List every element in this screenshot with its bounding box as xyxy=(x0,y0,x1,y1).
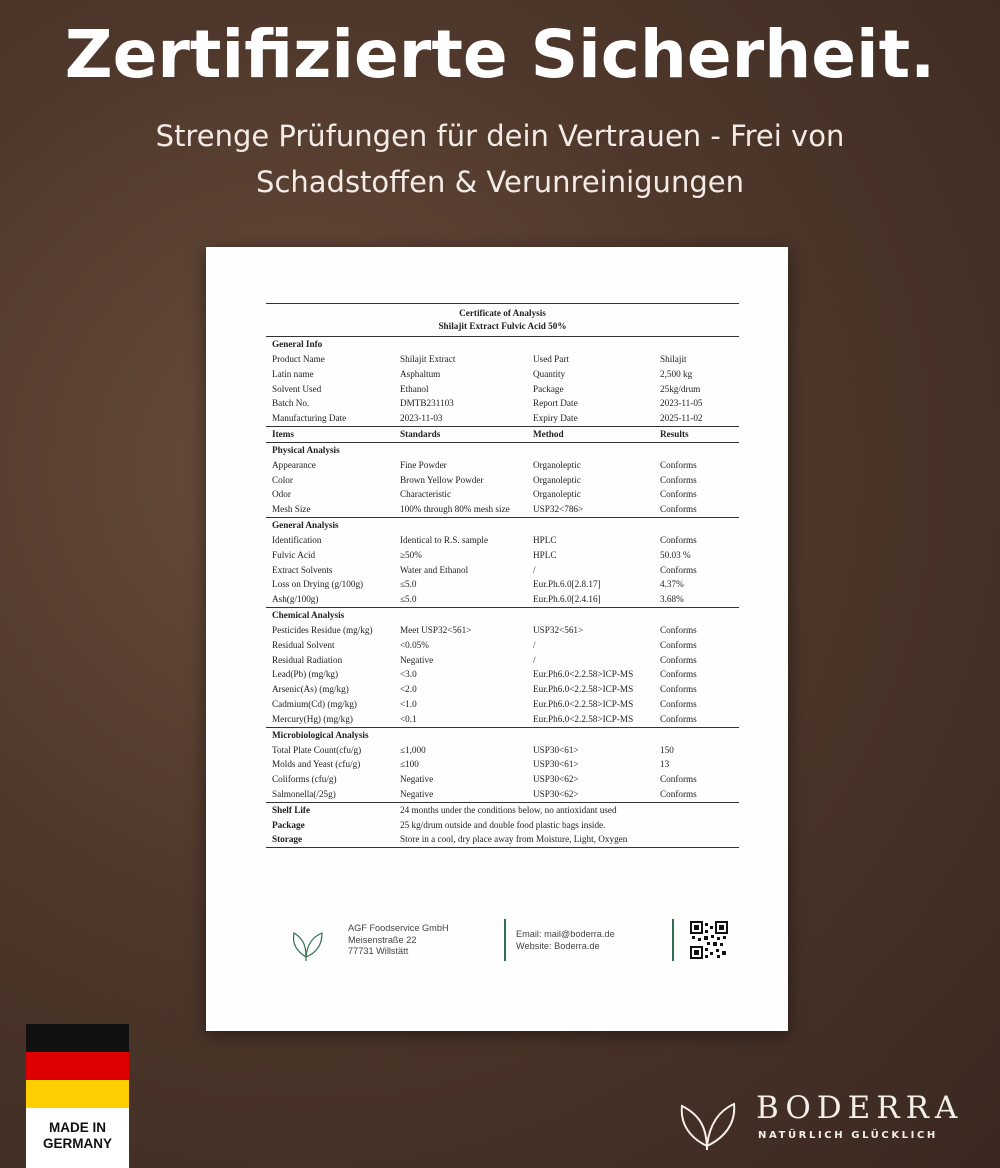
table-row xyxy=(266,577,739,592)
table-row xyxy=(266,682,739,697)
table-cell: Fine Powder xyxy=(400,459,447,470)
table-cell: Eur.Ph6.0<2.2.58>ICP-MS xyxy=(533,684,634,695)
leaf-logo-icon xyxy=(286,921,326,961)
table-cell: / xyxy=(533,654,536,665)
table-cell: 25kg/drum xyxy=(660,383,701,394)
table-cell: Negative xyxy=(400,774,434,785)
table-cell: USP30<62> xyxy=(533,788,579,799)
table-row xyxy=(266,787,739,802)
table-cell: Brown Yellow Powder xyxy=(400,474,484,485)
section-title: Microbiological Analysis xyxy=(272,729,369,740)
table-cell: Color xyxy=(272,474,293,485)
table-cell: / xyxy=(533,564,536,575)
table-row xyxy=(266,411,739,426)
table-cell: Conforms xyxy=(660,624,697,635)
contact-info xyxy=(516,929,615,952)
table-cell: Conforms xyxy=(660,489,697,500)
table-cell: Conforms xyxy=(660,639,697,650)
table-cell: USP30<61> xyxy=(533,744,579,755)
table-row xyxy=(266,697,739,712)
table-cell: Conforms xyxy=(660,474,697,485)
flag-stripe-gold xyxy=(26,1080,129,1108)
table-cell: Conforms xyxy=(660,788,697,799)
table-cell: Conforms xyxy=(660,459,697,470)
table-row xyxy=(266,548,739,563)
table-cell: Lead(Pb) (mg/kg) xyxy=(272,669,339,680)
headline: Zertifizierte Sicherheit. xyxy=(64,16,936,93)
section-title: Chemical Analysis xyxy=(272,609,345,620)
table-row xyxy=(266,623,739,638)
table-cell: Residual Solvent xyxy=(272,639,335,650)
analysis-section xyxy=(266,517,739,607)
table-cell: USP32<561> xyxy=(533,624,584,635)
section-title: General Analysis xyxy=(272,519,339,530)
badge-line-2: GERMANY xyxy=(42,1136,112,1151)
table-cell: 3.68% xyxy=(660,594,684,605)
table-row xyxy=(266,533,739,548)
table-cell: ≤5.0 xyxy=(400,579,417,590)
table-cell: USP30<61> xyxy=(533,759,579,770)
table-row xyxy=(266,352,739,367)
column-header: Results xyxy=(660,428,689,439)
table-cell: Eur.Ph6.0<2.2.58>ICP-MS xyxy=(533,669,634,680)
note-label: Package xyxy=(272,819,305,830)
column-header-row xyxy=(266,426,739,443)
flag-stripe-black xyxy=(26,1024,129,1052)
table-cell: 100% through 80% mesh size xyxy=(400,504,510,515)
table-row xyxy=(266,592,739,607)
table-cell: DMTB231103 xyxy=(400,398,454,409)
table-cell: Extract Solvents xyxy=(272,564,333,575)
table-cell: Characteristic xyxy=(400,489,452,500)
table-cell: Loss on Drying (g/100g) xyxy=(272,579,364,590)
table-cell: Conforms xyxy=(660,774,697,785)
table-cell: Organoleptic xyxy=(533,489,581,500)
company-name: AGF Foodservice GmbH xyxy=(348,923,449,933)
table-cell: Report Date xyxy=(533,398,578,409)
made-in-germany-text xyxy=(26,1108,129,1168)
table-row xyxy=(266,712,739,727)
table-cell: Manufacturing Date xyxy=(272,413,347,424)
note-value: Store in a cool, dry place away from Moisture, Light, Oxygen xyxy=(400,834,628,845)
brand-tagline: NATÜRLICH GLÜCKLICH xyxy=(758,1130,938,1141)
table-row xyxy=(266,502,739,517)
table-row xyxy=(266,667,739,682)
column-header: Items xyxy=(272,428,294,439)
table-cell: Organoleptic xyxy=(533,474,581,485)
table-cell: HPLC xyxy=(533,549,557,560)
divider xyxy=(672,919,674,961)
table-cell: Solvent Used xyxy=(272,383,322,394)
table-cell: <0.05% xyxy=(400,639,429,650)
table-cell: Eur.Ph.6.0[2.8.17] xyxy=(533,579,601,590)
brand-name: BODERRA xyxy=(756,1090,964,1126)
table-cell: Shilajit xyxy=(660,354,687,364)
brand-logo xyxy=(676,1088,986,1150)
table-cell: Conforms xyxy=(660,504,697,515)
table-cell: 2,500 kg xyxy=(660,368,693,379)
table-cell: Conforms xyxy=(660,534,697,545)
table-cell: Package xyxy=(533,383,564,394)
table-cell: Conforms xyxy=(660,564,697,575)
table-cell: Fulvic Acid xyxy=(272,549,316,560)
table-cell: Ethanol xyxy=(400,383,429,394)
table-cell: / xyxy=(533,639,536,650)
certificate-footer xyxy=(286,919,736,965)
table-row xyxy=(266,563,739,578)
table-row xyxy=(266,757,739,772)
company-address xyxy=(348,923,449,958)
contact-email: Email: mail@boderra.de xyxy=(516,929,615,939)
table-cell: Conforms xyxy=(660,654,697,665)
table-cell: Shilajit Extract xyxy=(400,354,456,364)
table-cell: <0.1 xyxy=(400,713,417,724)
table-cell: 13 xyxy=(660,759,670,770)
table-cell: Residual Radiation xyxy=(272,654,343,665)
section-title: Physical Analysis xyxy=(272,444,340,455)
certificate-title: Certificate of Analysis xyxy=(459,308,546,318)
table-cell: Identical to R.S. sample xyxy=(400,534,489,545)
table-cell: USP30<62> xyxy=(533,774,579,785)
flag-stripe-red xyxy=(26,1052,129,1080)
brand-leaf-icon xyxy=(676,1090,738,1150)
table-cell: Molds and Yeast (cfu/g) xyxy=(272,759,361,770)
note-value: 25 kg/drum outside and double food plastic bags inside. xyxy=(400,819,606,830)
table-cell: 2023-11-03 xyxy=(400,413,443,424)
table-cell: Eur.Ph6.0<2.2.58>ICP-MS xyxy=(533,698,634,709)
table-cell: Negative xyxy=(400,788,434,799)
table-cell: Arsenic(As) (mg/kg) xyxy=(272,684,349,695)
certificate-table xyxy=(266,303,739,848)
table-cell: Mesh Size xyxy=(272,504,311,515)
table-cell: Salmonella(/25g) xyxy=(272,788,336,799)
table-cell: Odor xyxy=(272,489,291,500)
table-cell: Organoleptic xyxy=(533,459,581,470)
table-cell: Asphaltum xyxy=(400,368,441,379)
table-cell: <3.0 xyxy=(400,669,417,680)
general-info-title: General Info xyxy=(272,339,323,349)
table-cell: Conforms xyxy=(660,698,697,709)
table-cell: USP32<786> xyxy=(533,504,584,515)
certificate-header xyxy=(266,303,739,337)
note-row xyxy=(266,803,739,818)
table-cell: <1.0 xyxy=(400,698,417,709)
table-cell: Identification xyxy=(272,534,322,545)
table-row xyxy=(266,772,739,787)
table-cell: Pesticides Residue (mg/kg) xyxy=(272,624,373,635)
note-row xyxy=(266,832,739,847)
table-cell: HPLC xyxy=(533,534,557,545)
analysis-section xyxy=(266,607,739,727)
table-cell: 4.37% xyxy=(660,579,684,590)
table-cell: Cadmium(Cd) (mg/kg) xyxy=(272,698,357,709)
table-cell: Eur.Ph6.0<2.2.58>ICP-MS xyxy=(533,713,634,724)
table-row xyxy=(266,487,739,502)
table-row xyxy=(266,458,739,473)
subline: Strenge Prüfungen für dein Vertrauen - Frei von Schadstoffen & Verunreinigungen xyxy=(155,119,845,199)
table-cell: Conforms xyxy=(660,713,697,724)
note-row xyxy=(266,818,739,833)
analysis-section xyxy=(266,443,739,517)
column-header: Standards xyxy=(400,428,441,439)
qr-code-icon xyxy=(690,921,728,959)
certificate-product-title: Shilajit Extract Fulvic Acid 50% xyxy=(438,321,567,331)
table-cell: Meet USP32<561> xyxy=(400,624,472,635)
note-value: 24 months under the conditions below, no antioxidant used xyxy=(400,804,617,815)
table-cell: Total Plate Count(cfu/g) xyxy=(272,744,362,755)
table-row xyxy=(266,396,739,411)
table-row xyxy=(266,653,739,668)
table-cell: Expiry Date xyxy=(533,413,578,424)
table-cell: ≤100 xyxy=(400,759,419,770)
table-cell: Ash(g/100g) xyxy=(272,594,319,605)
company-street: Meisenstraße 22 xyxy=(348,934,417,945)
table-cell: ≤1,000 xyxy=(400,744,426,755)
certificate-document xyxy=(206,247,788,1031)
divider xyxy=(504,919,506,961)
table-row xyxy=(266,367,739,382)
note-label: Shelf Life xyxy=(272,804,311,815)
note-label: Storage xyxy=(272,834,303,845)
table-cell: Negative xyxy=(400,654,434,665)
general-info-rows xyxy=(266,352,739,426)
table-cell: Coliforms (cfu/g) xyxy=(272,774,337,785)
table-cell: Mercury(Hg) (mg/kg) xyxy=(272,713,353,724)
table-cell: Appearance xyxy=(272,459,316,470)
table-cell: ≥50% xyxy=(400,549,422,560)
made-in-germany-badge xyxy=(26,1024,129,1168)
table-row xyxy=(266,743,739,758)
table-cell: Conforms xyxy=(660,684,697,695)
table-cell: Eur.Ph.6.0[2.4.16] xyxy=(533,594,601,605)
analysis-section xyxy=(266,727,739,802)
column-header: Method xyxy=(533,428,564,439)
contact-website: Website: Boderra.de xyxy=(516,940,600,951)
table-cell: Quantity xyxy=(533,368,566,379)
table-row xyxy=(266,473,739,488)
table-cell: Conforms xyxy=(660,669,697,680)
table-cell: Latin name xyxy=(272,368,314,379)
table-cell: 50.03 % xyxy=(660,549,691,560)
table-row xyxy=(266,638,739,653)
table-row xyxy=(266,382,739,397)
table-cell: 2025-11-02 xyxy=(660,413,703,424)
table-cell: Used Part xyxy=(533,354,569,364)
table-cell: Product Name xyxy=(272,354,325,364)
analysis-sections xyxy=(266,443,739,802)
table-cell: Water and Ethanol xyxy=(400,564,469,575)
badge-line-1: MADE IN xyxy=(49,1120,106,1135)
table-cell: <2.0 xyxy=(400,684,417,695)
company-city: 77731 Willstätt xyxy=(348,946,409,956)
table-cell: ≤5.0 xyxy=(400,594,417,605)
table-cell: 2023-11-05 xyxy=(660,398,703,409)
table-cell: 150 xyxy=(660,744,674,755)
notes-rows xyxy=(266,802,739,848)
table-cell: Batch No. xyxy=(272,398,310,409)
